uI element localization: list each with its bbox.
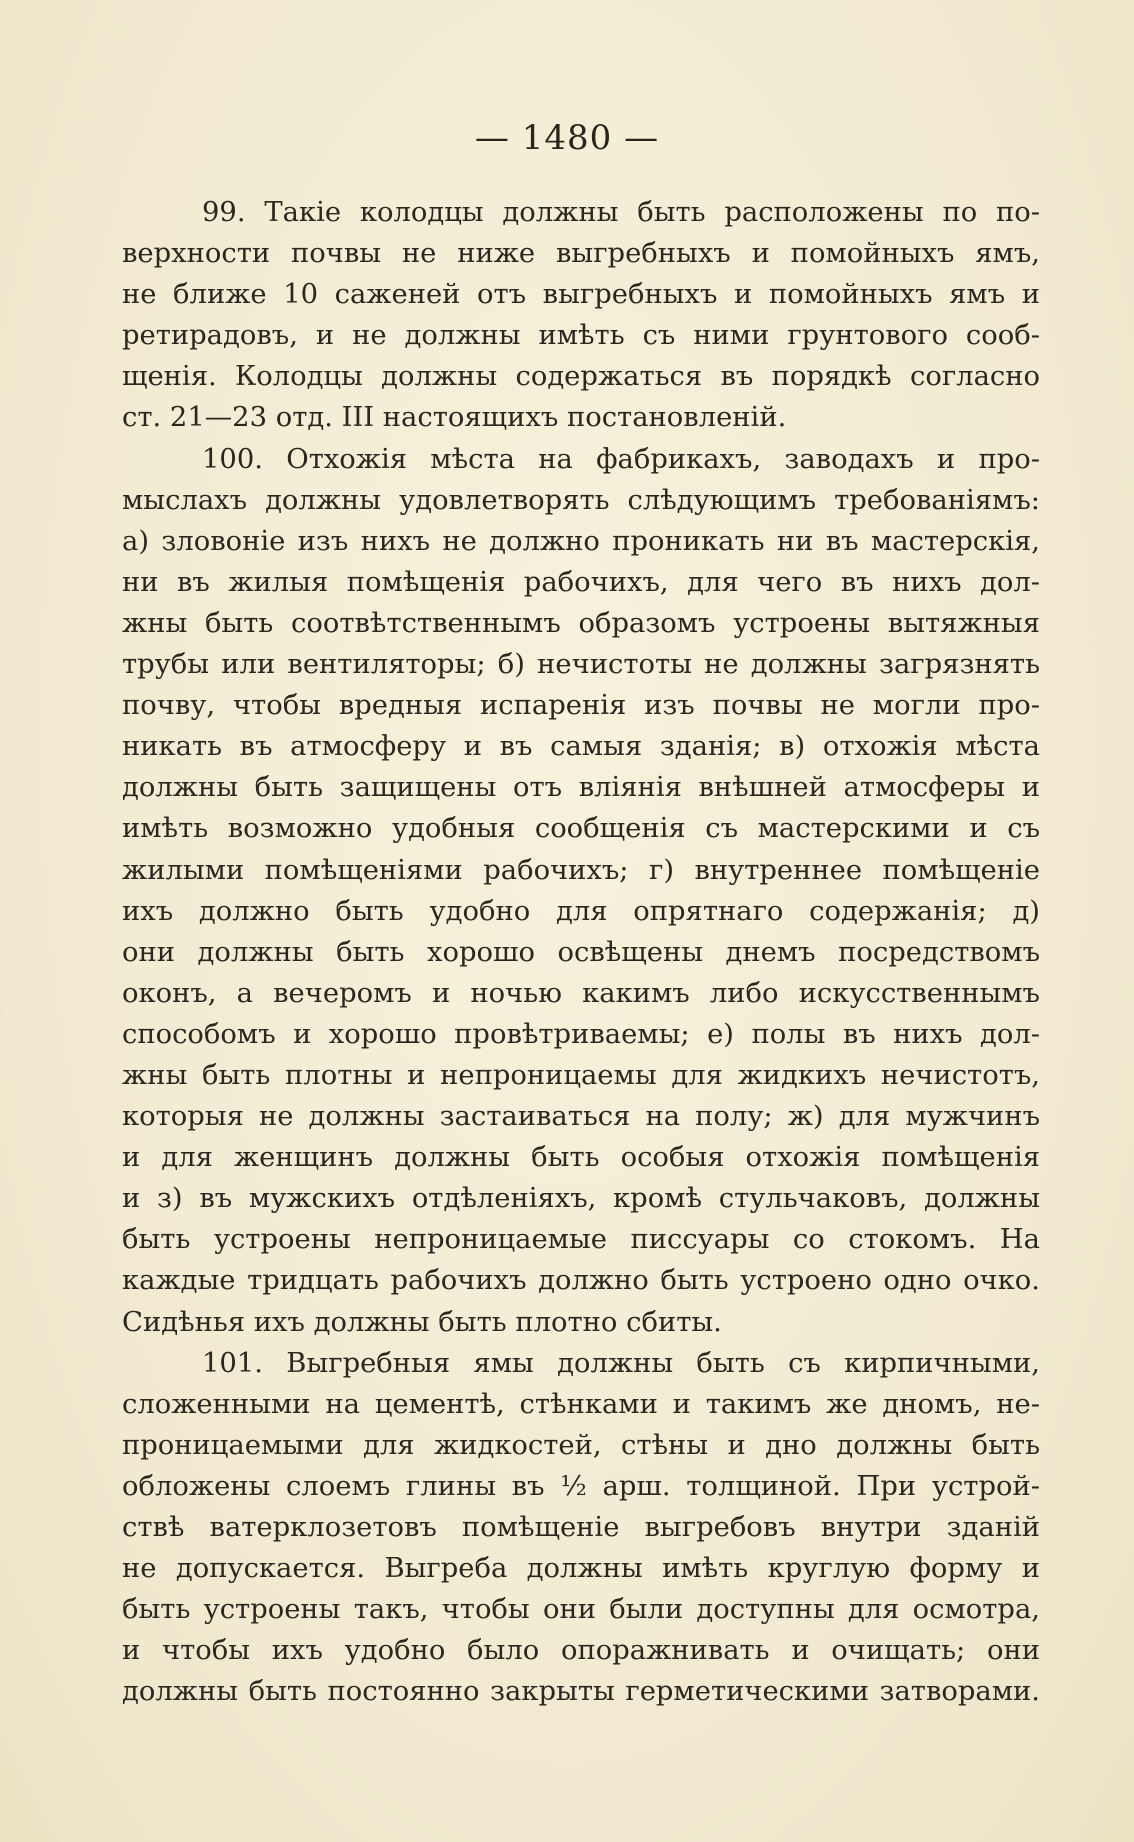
text-line: 99. Такiе колодцы должны быть расположены по по- (202, 197, 1040, 228)
text-line: а) зловонiе изъ нихъ не должно проникать ни въ мастерскiя, (122, 525, 1040, 557)
text-line: они должны быть хорошо освѣщены днемъ посредствомъ (122, 936, 1040, 968)
text-line: не ближе 10 саженей отъ выгребныхъ и помойныхъ ямъ и (122, 279, 1040, 311)
text-line: мыслахъ должны удовлетворять слѣдующимъ требованiямъ: (122, 484, 1040, 516)
text-line: проницаемыми для жидкостей, стѣны и дно должны быть (122, 1429, 1040, 1461)
text-line: не допускается. Выгреба должны имѣть круглую форму и (122, 1553, 1040, 1585)
paragraph-101 (122, 1343, 1040, 1713)
text-line: почву, чтобы вредныя испаренiя изъ почвы не могли про- (122, 690, 1040, 722)
text-line: трубы или вентиляторы; б) нечистоты не должны загрязнять (122, 649, 1040, 681)
text-line: и з) въ мужскихъ отдѣленiяхъ, кромѣ стульчаковъ, должны (122, 1183, 1040, 1215)
text-line: жны быть соотвѣтственнымъ образомъ устроены вытяжныя (122, 607, 1040, 639)
text-line: быть устроены непроницаемые писсуары со стокомъ. На (122, 1224, 1040, 1256)
text-line: быть устроены такъ, чтобы они были доступны для осмотра, (122, 1594, 1040, 1626)
text-line: должны быть защищены отъ влiянiя внѣшней атмосферы и (122, 772, 1040, 804)
text-line: оконъ, а вечеромъ и ночью какимъ либо искусственнымъ (122, 977, 1040, 1009)
text-line: Сидѣнья ихъ должны быть плотно сбиты. (122, 1306, 722, 1338)
text-line: которыя не должны застаиваться на полу; ж) для мужчинъ (122, 1101, 1040, 1133)
text-line: способомъ и хорошо провѣтриваемы; е) полы въ нихъ дол- (122, 1018, 1040, 1050)
text-line: 101. Выгребныя ямы должны быть съ кирпичными, (202, 1347, 1040, 1379)
text-line: жилыми помѣщенiями рабочихъ; г) внутреннее помѣщенiе (122, 854, 1040, 886)
paragraph-99 (122, 192, 1040, 439)
text-line: щенiя. Колодцы должны содержаться въ порядкѣ согласно (122, 361, 1040, 393)
page-number: — 1480 — (474, 118, 660, 158)
text-line: верхности почвы не ниже выгребныхъ и помойныхъ ямъ, (122, 238, 1040, 270)
text-line: ствѣ ватерклозетовъ помѣщенiе выгребовъ внутри зданiй (122, 1512, 1040, 1543)
text-line: обложены слоемъ глины въ ½ арш. толщиной. При устрой- (122, 1470, 1040, 1502)
text-line: и чтобы ихъ удобно было опоражнивать и очищать; они (122, 1635, 1040, 1667)
text-line: и для женщинъ должны быть особыя отхожiя помѣщенiя (122, 1142, 1040, 1174)
text-line: сложенными на цементѣ, стѣнками и такимъ же дномъ, не- (122, 1388, 1040, 1420)
text-line: ретирадовъ, и не должны имѣть съ ними грунтового сооб- (122, 320, 1040, 352)
text-line: имѣть возможно удобныя сообщенiя съ мастерскими и съ (122, 813, 1040, 845)
text-line: ни въ жилыя помѣщенiя рабочихъ, для чего въ нихъ дол- (122, 566, 1040, 598)
paragraph-100 (122, 439, 1040, 1343)
text-line: 100. Отхожiя мѣста на фабрикахъ, заводахъ и про- (202, 443, 1040, 475)
text-line: никать въ атмосферу и въ самыя зданiя; в) отхожiя мѣста (122, 731, 1040, 763)
text-line: каждые тридцать рабочихъ должно быть устроено одно очко. (122, 1265, 1040, 1297)
text-line: жны быть плотны и непроницаемы для жидкихъ нечистотъ, (122, 1059, 1040, 1091)
text-line: должны быть постоянно закрыты герметическими затворами. (122, 1676, 1040, 1708)
text-line: ихъ должно быть удобно для опрятнаго содержанiя; д) (122, 895, 1040, 927)
text-line: ст. 21—23 отд. III настоящихъ постановленiй. (122, 402, 787, 434)
body-text (122, 192, 1040, 1712)
